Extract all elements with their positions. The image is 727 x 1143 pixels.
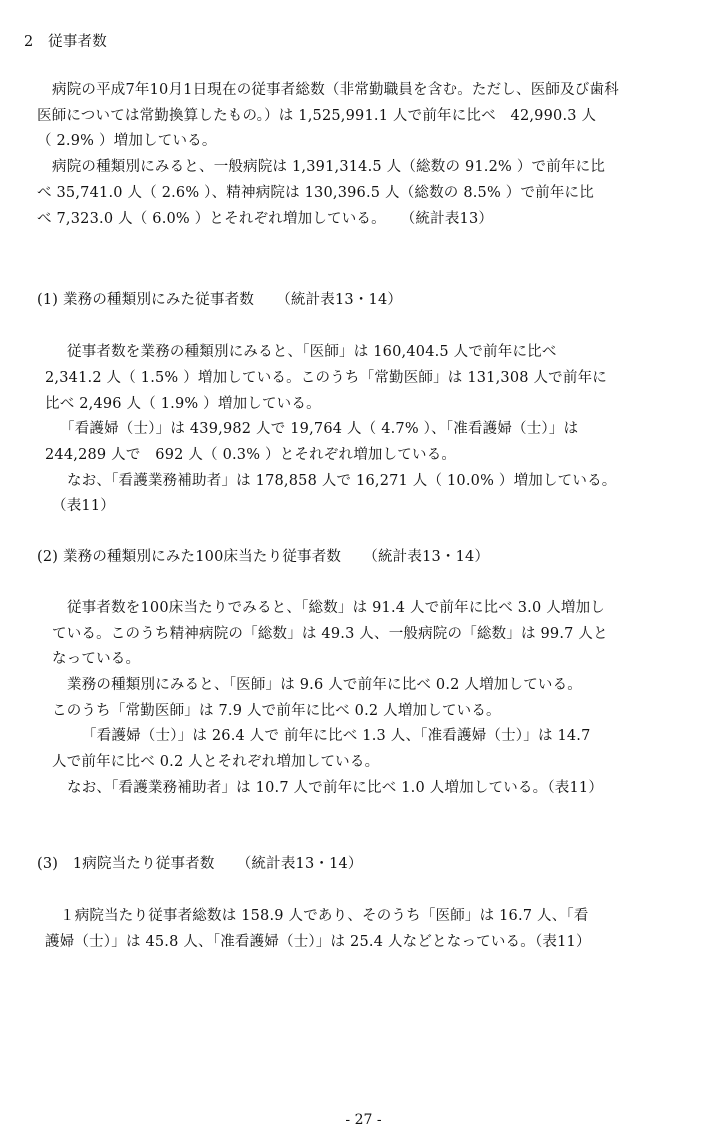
intro-line: 病院の平成7年10月1日現在の従事者総数（非常勤職員を含む。ただし、医師及び歯科 <box>52 82 619 98</box>
sub1-line: 244,289 人で 692 人（ 0.3% ）とそれぞれ増加している。 <box>45 447 457 463</box>
intro-line: 医師については常勤換算したもの。）は 1,525,991.1 人で前年に比べ 42,990.3 人 <box>37 108 597 124</box>
sub2-line: 従事者数を100床当たりでみると、「総数」は 91.4 人で前年に比べ 3.0 人増加し <box>67 600 606 616</box>
sub3-line: １病院当たり従事者総数は 158.9 人であり、そのうち「医師」は 16.7 人、「看 <box>60 908 589 924</box>
sub1-line: 「看護婦（士）」は 439,982 人で 19,764 人（ 4.7% ）、「准看護婦（士）」は <box>60 421 579 437</box>
sub1-line: 比べ 2,496 人（ 1.9% ）増加している。 <box>45 396 321 412</box>
sub2-line: ている。このうち精神病院の「総数」は 49.3 人、一般病院の「総数」は 99.7 人と <box>52 626 608 642</box>
sub2-line: 業務の種類別にみると、「医師」は 9.6 人で前年に比べ 0.2 人増加している。 <box>67 677 583 693</box>
intro-line: べ 35,741.0 人（ 2.6% ）、精神病院は 130,396.5 人（総数の 8.5% ）で前年に比 <box>37 185 594 201</box>
sub2-line: なっている。 <box>52 651 141 667</box>
sub1-line: 2,341.2 人（ 1.5% ）増加している。このうち「常勤医師」は 131,308 人で前年に <box>45 370 607 386</box>
sub1-line: なお、「看護業務補助者」は 178,858 人で 16,271 人（ 10.0% ）増加している。 <box>67 473 617 489</box>
sub2-line: なお、「看護業務補助者」は 10.7 人で前年に比べ 1.0 人増加している。（表11） <box>67 780 604 796</box>
intro-line: べ 7,323.0 人（ 6.0% ）とそれぞれ増加している。 （統計表13） <box>37 211 494 227</box>
sub1-line: 従事者数を業務の種類別にみると、「医師」は 160,404.5 人で前年に比べ <box>67 344 557 360</box>
section-title: 2 従事者数 <box>24 34 107 50</box>
sub2-line: 「看護婦（士）」は 26.4 人で 前年に比べ 1.3 人、「准看護婦（士）」は 14.7 <box>82 728 591 744</box>
sub1-line: （表11） <box>52 498 115 514</box>
sub2-line: 人で前年に比べ 0.2 人とそれぞれ増加している。 <box>52 754 380 770</box>
page-number: - 27 - <box>345 1112 382 1128</box>
sub1-heading: (1) 業務の種類別にみた従事者数 （統計表13・14） <box>37 292 403 308</box>
intro-line: （ 2.9% ）増加している。 <box>37 133 217 149</box>
intro-line: 病院の種類別にみると、一般病院は 1,391,314.5 人（総数の 91.2% ）で前年に比 <box>52 159 606 175</box>
sub3-heading: (3) 1病院当たり従事者数 （統計表13・14） <box>37 856 363 872</box>
sub3-line: 護婦（士）」は 45.8 人、「准看護婦（士）」は 25.4 人などとなっている。（表11） <box>45 934 591 950</box>
sub2-line: このうち「常勤医師」は 7.9 人で前年に比べ 0.2 人増加している。 <box>52 703 501 719</box>
sub2-heading: (2) 業務の種類別にみた100床当たり従事者数 （統計表13・14） <box>37 549 490 565</box>
